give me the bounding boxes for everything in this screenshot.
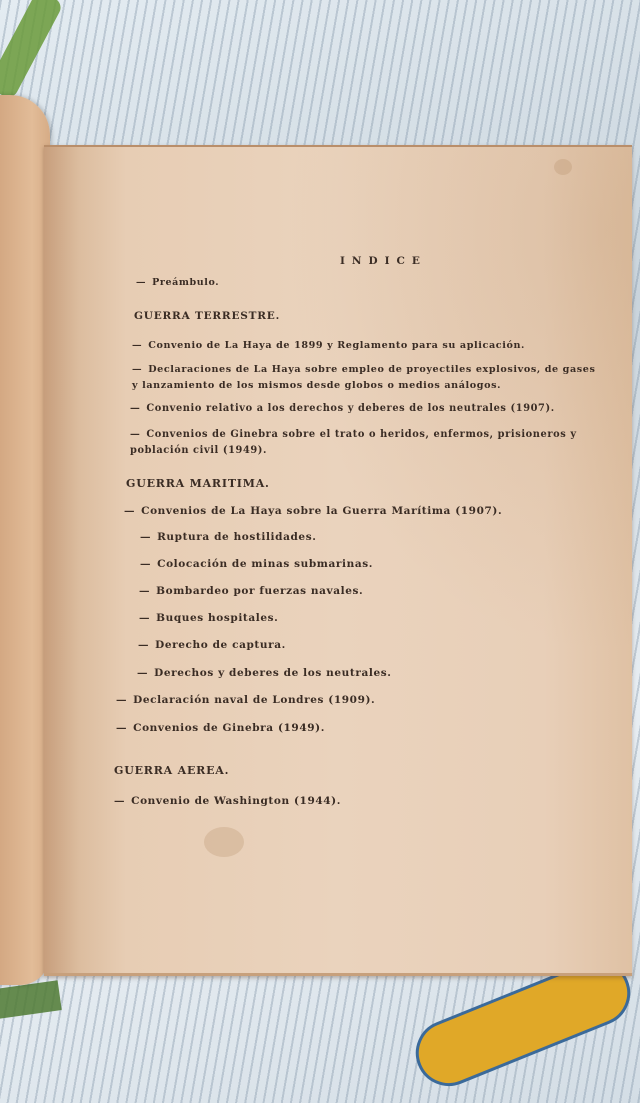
list-item: — Convenios de La Haya sobre la Guerra Marítima (1907). <box>124 505 503 517</box>
list-item: — Convenios de Ginebra (1949). <box>116 722 325 734</box>
page-title: INDICE <box>340 255 427 267</box>
list-item: — Convenios de Ginebra sobre el trato o heridos, enfermos, prisioneros y población civil (1949). <box>130 429 577 456</box>
sub-list-item: — Derecho de captura. <box>138 639 286 651</box>
list-item: — Convenio de La Haya de 1899 y Reglamento para su aplicación. <box>132 340 525 351</box>
list-item: — Declaración naval de Londres (1909). <box>116 694 376 706</box>
preamble-item: — Preámbulo. <box>136 277 220 288</box>
list-item: — Declaraciones de La Haya sobre empleo de proyectiles explosivos, de gases y lanzamiento de los mismos desde globos o medios análogos. <box>132 364 596 391</box>
sub-list-item: — Bombardeo por fuerzas navales. <box>139 585 364 597</box>
sub-list-item: — Colocación de minas submarinas. <box>140 558 374 570</box>
section-heading-aerea: GUERRA AEREA. <box>114 764 230 777</box>
sub-list-item: — Derechos y deberes de los neutrales. <box>137 667 392 679</box>
section-heading-terrestre: GUERRA TERRESTRE. <box>134 310 281 322</box>
left-page-edge <box>0 95 50 985</box>
index-content <box>44 147 632 973</box>
list-item: — Convenio relativo a los derechos y deberes de los neutrales (1907). <box>130 403 555 414</box>
section-heading-maritima: GUERRA MARITIMA. <box>126 477 270 490</box>
book-page <box>44 145 632 976</box>
list-item: — Convenio de Washington (1944). <box>114 795 341 807</box>
sub-list-item: — Buques hospitales. <box>139 612 279 624</box>
fabric-green-stripe-bottom <box>0 980 62 1019</box>
sub-list-item: — Ruptura de hostilidades. <box>140 531 317 543</box>
fabric-green-stripe <box>0 0 64 101</box>
